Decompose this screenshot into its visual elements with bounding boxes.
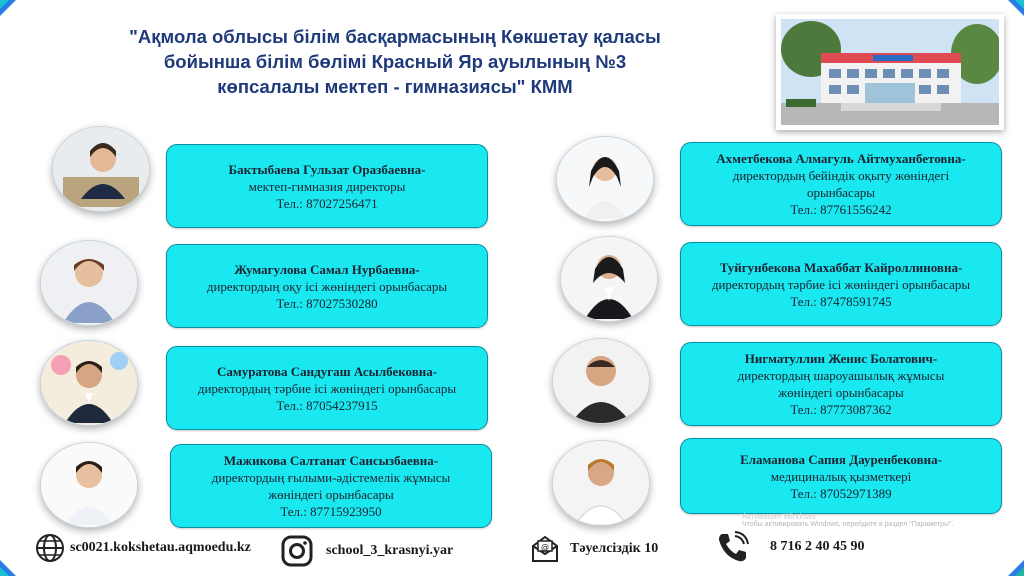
staff-name: Нигматуллин Женис Болатович-	[744, 351, 938, 366]
staff-role: мектеп-гимназия директоры	[248, 178, 406, 194]
staff-card-3	[166, 346, 488, 430]
staff-role: директордың шароуашылық жұмысы	[737, 368, 945, 383]
website-link[interactable]: sc0021.kokshetau.aqmoedu.kz	[70, 540, 251, 555]
staff-phone: Тел.: 87027256471	[276, 195, 378, 211]
avatar-staff-5	[556, 136, 654, 222]
footer-address	[530, 534, 658, 564]
avatar-staff-1	[52, 126, 150, 212]
title-line-1: "Ақмола облысы білім басқармасының Көкшетау қаласы	[129, 26, 661, 47]
staff-role: директордың бейіндік оқыту жөніндегі	[732, 168, 950, 183]
staff-role-cont: орынбасары	[806, 185, 875, 200]
phone-number[interactable]: 8 716 2 40 45 90	[770, 539, 865, 554]
avatar-staff-3	[40, 340, 138, 426]
staff-name: Жумагулова Самал Нурбаевна-	[234, 261, 420, 277]
footer-instagram[interactable]	[280, 534, 453, 568]
staff-role-cont: жөніндегі орынбасары	[268, 487, 394, 502]
avatar-staff-4	[40, 442, 138, 528]
avatar-staff-6	[560, 236, 658, 322]
staff-phone: Тел.: 87478591745	[790, 293, 892, 309]
globe-icon	[34, 532, 66, 564]
corner-decoration-bottom-right	[1004, 556, 1024, 576]
phone-icon	[714, 530, 750, 564]
address-text: Тәуелсіздік 10	[570, 541, 659, 556]
footer-phone[interactable]	[714, 530, 865, 564]
page-title	[60, 24, 730, 99]
instagram-icon	[280, 534, 314, 568]
corner-decoration-bottom-left	[0, 556, 20, 576]
title-line-3: көпсалалы мектеп - гимназиясы" КММ	[217, 76, 573, 97]
staff-phone: Тел.: 87773087362	[790, 402, 892, 417]
avatar-staff-7	[552, 338, 650, 424]
staff-phone: Тел.: 87052971389	[790, 485, 892, 501]
staff-name: Еламанова Сапия Дауренбековна-	[740, 451, 942, 467]
staff-card-6	[680, 242, 1002, 326]
staff-card-4	[170, 444, 492, 528]
staff-card-8	[680, 438, 1002, 514]
avatar-staff-2	[40, 240, 138, 326]
staff-role: директордың тәрбие ісі жөніндегі орынбасары	[197, 380, 457, 396]
staff-phone: Тел.: 87715923950	[280, 504, 382, 519]
staff-role: медициналық қызметкері	[770, 468, 912, 484]
staff-card-1	[166, 144, 488, 228]
footer-website[interactable]	[34, 532, 251, 564]
staff-name: Бактыбаева Гульзат Оразбаевна-	[228, 161, 426, 177]
instagram-handle[interactable]: school_3_krasnyi.yar	[326, 543, 454, 558]
staff-phone: Тел.: 87761556242	[790, 202, 892, 217]
watermark-title: Активация Windows	[742, 512, 816, 521]
windows-activation-watermark	[742, 512, 953, 528]
staff-name: Самуратова Сандугаш Асылбековна-	[216, 363, 438, 379]
svg-text:@: @	[541, 542, 549, 552]
staff-name: Ахметбекова Алмагуль Айтмуханбетовна-	[716, 151, 966, 166]
staff-role-cont: жөніндегі орынбасары	[778, 385, 904, 400]
staff-role: директордың оқу ісі жөніндегі орынбасары	[206, 278, 448, 294]
staff-role: директордың тәрбие ісі жөніндегі орынбасары	[711, 276, 971, 292]
watermark-text: Чтобы активировать Windows, перейдите в раздел "Параметры".	[742, 521, 954, 528]
staff-phone: Тел.: 87054237915	[276, 397, 378, 413]
staff-name: Мажикова Салтанат Сансызбаевна-	[223, 453, 439, 468]
staff-phone: Тел.: 87027530280	[276, 295, 378, 311]
corner-decoration-top-left	[0, 0, 20, 20]
staff-card-2	[166, 244, 488, 328]
corner-decoration-top-right	[1004, 0, 1024, 20]
staff-card-5	[680, 142, 1002, 226]
email-envelope-icon	[530, 534, 560, 564]
staff-card-7	[680, 342, 1002, 426]
staff-name: Туйгунбекова Махаббат Кайроллиновна-	[719, 259, 963, 275]
title-line-2: бойынша білім бөлімі Красный Яр ауылының №3	[163, 51, 627, 72]
staff-role: директордың ғылыми-әдістемелік жұмысы	[211, 470, 451, 485]
avatar-staff-8	[552, 440, 650, 526]
school-building-photo	[776, 14, 1004, 130]
